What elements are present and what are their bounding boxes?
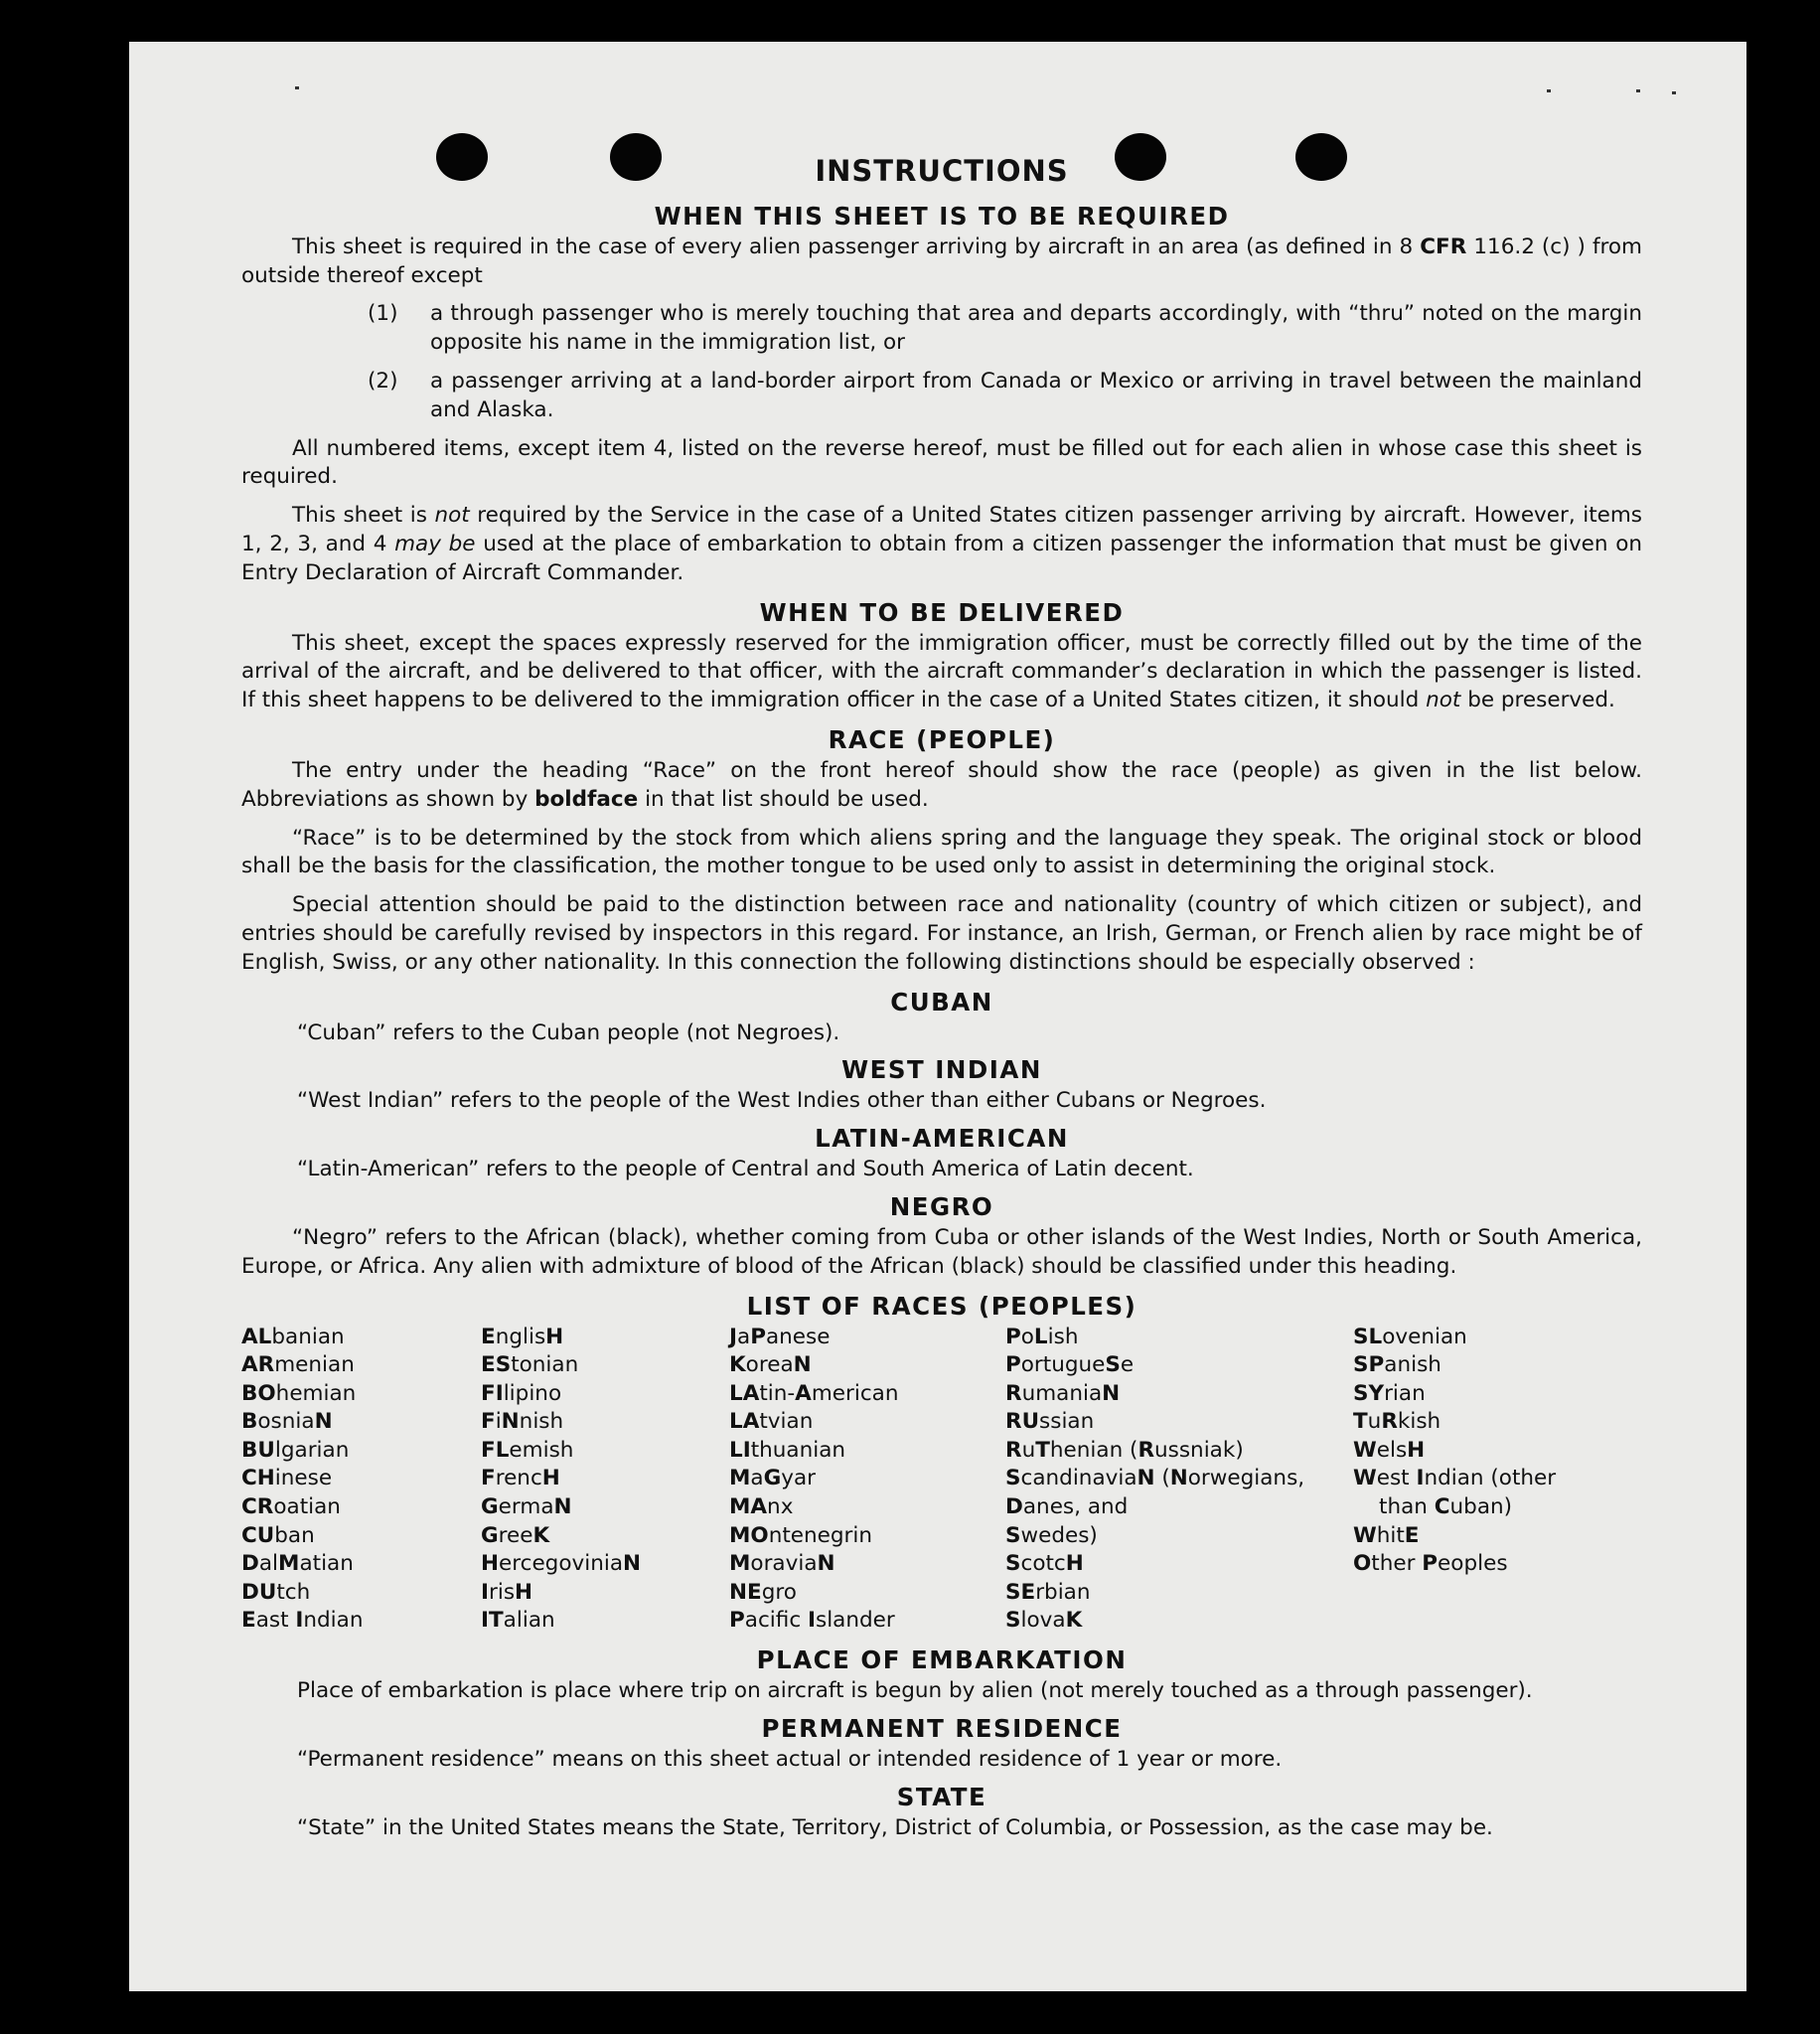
race-entry: SYrian bbox=[1353, 1380, 1426, 1406]
definition: “Permanent residence” means on this sheet actual or intended residence of 1 year or more. bbox=[297, 1746, 1283, 1772]
race-entry: ITalian bbox=[481, 1608, 555, 1634]
race-entry: RuThenian (Russniak) bbox=[1005, 1437, 1244, 1463]
race-entry: LIthuanian bbox=[729, 1437, 846, 1463]
races-column bbox=[241, 1324, 481, 1637]
section-heading: LIST OF RACES (PEOPLES) bbox=[746, 1291, 1138, 1321]
race-entry: than Cuban) bbox=[1379, 1494, 1513, 1520]
definition: “West Indian” refers to the people of the West Indies other than either Cubans or Negroes. bbox=[297, 1088, 1267, 1114]
definition: “Negro” refers to the African (black), whether coming from Cuba or other islands of the West Indies, North or South America, Europe, or Africa. Any alien with admixture of blood of the African (black) should be classified under this heading. bbox=[241, 1224, 1642, 1279]
section-heading: PLACE OF EMBARKATION bbox=[756, 1645, 1128, 1675]
race-entry: NEgro bbox=[729, 1579, 797, 1605]
section-heading: PERMANENT RESIDENCE bbox=[761, 1713, 1123, 1743]
race-entry: PoLish bbox=[1005, 1324, 1079, 1349]
race-entry: MAnx bbox=[729, 1494, 794, 1520]
race-entry: EStonian bbox=[481, 1352, 579, 1378]
race-entry: Pacifc Islander bbox=[729, 1608, 895, 1634]
paragraph: All numbered items, except item 4, listed on the reverse hereof, must be filled out for each alien in whose case this sheet is required. bbox=[241, 435, 1642, 490]
race-entry: CUban bbox=[241, 1522, 315, 1548]
race-entry: MOntenegrin bbox=[729, 1522, 872, 1548]
races-list bbox=[241, 1324, 1642, 1637]
item-text: a passenger arriving at a land-border airport from Canada or Mexico or arriving in travel between the mainland and Alaska. bbox=[430, 368, 1642, 422]
paragraph: This sheet is required in the case of every alien passenger arriving by aircraft in an area (as defined in 8 CFR 116.2 (c) ) from outside thereof except bbox=[241, 234, 1643, 288]
race-entry: SLovenian bbox=[1353, 1324, 1467, 1349]
definition: Place of embarkation is place where trip on aircraft is begun by alien (not merely touched as a through passenger). bbox=[297, 1678, 1533, 1704]
section-heading: NEGRO bbox=[889, 1191, 994, 1221]
section-heading: WHEN THIS SHEET IS TO BE REQUIRED bbox=[654, 201, 1230, 231]
section-heading: STATE bbox=[896, 1782, 987, 1811]
race-entry: DalMatian bbox=[241, 1551, 354, 1577]
races-column bbox=[729, 1324, 1005, 1637]
race-entry: HercegoviniaN bbox=[481, 1551, 642, 1577]
race-entry: WhitE bbox=[1353, 1522, 1420, 1548]
list-item bbox=[241, 368, 1642, 425]
race-entry: FrencH bbox=[481, 1466, 560, 1491]
race-entry: EnglisH bbox=[481, 1324, 564, 1349]
race-entry: SlovaK bbox=[1005, 1608, 1083, 1634]
section-heading: WHEN TO BE DELIVERED bbox=[759, 597, 1125, 627]
race-entry: West Indian (other bbox=[1353, 1466, 1557, 1491]
race-entry: RUssian bbox=[1005, 1409, 1095, 1435]
item-text: a through passenger who is merely touching that area and departs accordingly, with “thru” noted on the margin opposite his name in the immigration list, or bbox=[430, 301, 1642, 356]
race-entry: CRoatian bbox=[241, 1494, 341, 1520]
item-number: (2) bbox=[368, 368, 398, 393]
race-entry: CHinese bbox=[241, 1466, 333, 1491]
speck bbox=[1547, 89, 1551, 92]
race-entry: Other Peoples bbox=[1353, 1551, 1508, 1577]
race-entry: DUtch bbox=[241, 1579, 311, 1605]
race-entry: PortugueSe bbox=[1005, 1352, 1135, 1378]
item-number: (1) bbox=[368, 301, 398, 327]
paragraph: Special attention should be paid to the distinction between race and nationality (country of which citizen or subject), and entries should be carefully revised by inspectors in this regard. For instance, an Irish, German, or French alien by race might be of English, Swiss, or any other nationality. In this connection the following distinctions should be especially observed : bbox=[241, 892, 1642, 975]
definition: “Cuban” refers to the Cuban people (not Negroes). bbox=[297, 1019, 840, 1045]
race-entry: MoraviaN bbox=[729, 1551, 835, 1577]
race-entry: FiNnish bbox=[481, 1409, 564, 1435]
race-entry: BUlgarian bbox=[241, 1437, 350, 1463]
races-column bbox=[481, 1324, 729, 1637]
race-entry: BosniaN bbox=[241, 1409, 333, 1435]
speck bbox=[1636, 89, 1640, 92]
race-entry: JaPanese bbox=[729, 1324, 831, 1349]
speck bbox=[295, 86, 299, 89]
race-entry: TuRkish bbox=[1353, 1409, 1441, 1435]
race-entry: East Indian bbox=[241, 1608, 364, 1634]
race-entry: BOhemian bbox=[241, 1380, 357, 1406]
race-entry: GreeK bbox=[481, 1522, 550, 1548]
paragraph: This sheet is not required by the Service in the case of a United States citizen passenger arriving by aircraft. However, items 1, 2, 3, and 4 may be used at the place of embarkation to obtain from a citizen passenger the information that must be given on Entry Declaration of Aircraft Commander. bbox=[241, 503, 1643, 585]
section-heading: LATIN-AMERICAN bbox=[815, 1124, 1069, 1154]
section-heading: RACE (PEOPLE) bbox=[828, 724, 1056, 754]
race-entry: LAtin-American bbox=[729, 1380, 899, 1406]
list-item bbox=[241, 300, 1642, 358]
instructions-content bbox=[241, 154, 1643, 1850]
definition: “Latin-American” refers to the people of Central and South America of Latin decent. bbox=[297, 1157, 1194, 1182]
section-heading: CUBAN bbox=[890, 987, 993, 1017]
race-entry: ScandinaviaN (Norwegians, bbox=[1005, 1466, 1305, 1491]
race-entry: SErbian bbox=[1005, 1579, 1091, 1605]
race-entry: LAtvian bbox=[729, 1409, 814, 1435]
race-entry: ARmenian bbox=[241, 1352, 355, 1378]
race-entry: WelsH bbox=[1353, 1437, 1426, 1463]
paragraph: The entry under the heading “Race” on the front hereof should show the race (people) as given in the list below. Abbreviations as shown by boldface in that list should be used. bbox=[241, 757, 1642, 812]
speck bbox=[1672, 91, 1676, 94]
race-entry: FIlipino bbox=[481, 1380, 562, 1406]
races-column bbox=[1005, 1324, 1353, 1637]
race-entry: Danes, and bbox=[1005, 1494, 1129, 1520]
definition: “State” in the United States means the State, Territory, District of Columbia, or Possession, as the case may be. bbox=[297, 1814, 1493, 1840]
race-entry: ALbanian bbox=[241, 1324, 345, 1349]
race-entry: RumaniaN bbox=[1005, 1380, 1121, 1406]
paragraph: “Race” is to be determined by the stock from which aliens spring and the language they speak. The original stock or blood shall be the basis for the classification, the mother tongue to be used only to assist in determining the original stock. bbox=[241, 825, 1642, 879]
race-entry: KoreaN bbox=[729, 1352, 812, 1378]
race-entry: FLemish bbox=[481, 1437, 574, 1463]
race-entry: IrisH bbox=[481, 1579, 533, 1605]
race-entry: GermaN bbox=[481, 1494, 572, 1520]
section-heading: WEST INDIAN bbox=[841, 1055, 1042, 1085]
race-entry: SPanish bbox=[1353, 1352, 1441, 1378]
paragraph: This sheet, except the spaces expressly reserved for the immigration officer, must be correctly filled out by the time of the arrival of the aircraft, and be delivered to that officer, with the aircraft commander’s declaration in which the passenger is listed. If this sheet happens to be delivered to the immigration officer in the case of a United States citizen, it should not be preserved. bbox=[241, 630, 1642, 713]
races-column bbox=[1353, 1324, 1631, 1637]
race-entry: ScotcH bbox=[1005, 1551, 1084, 1577]
race-entry: Swedes) bbox=[1005, 1522, 1098, 1548]
page-title: INSTRUCTIONS bbox=[815, 154, 1069, 188]
race-entry: MaGyar bbox=[729, 1466, 817, 1491]
